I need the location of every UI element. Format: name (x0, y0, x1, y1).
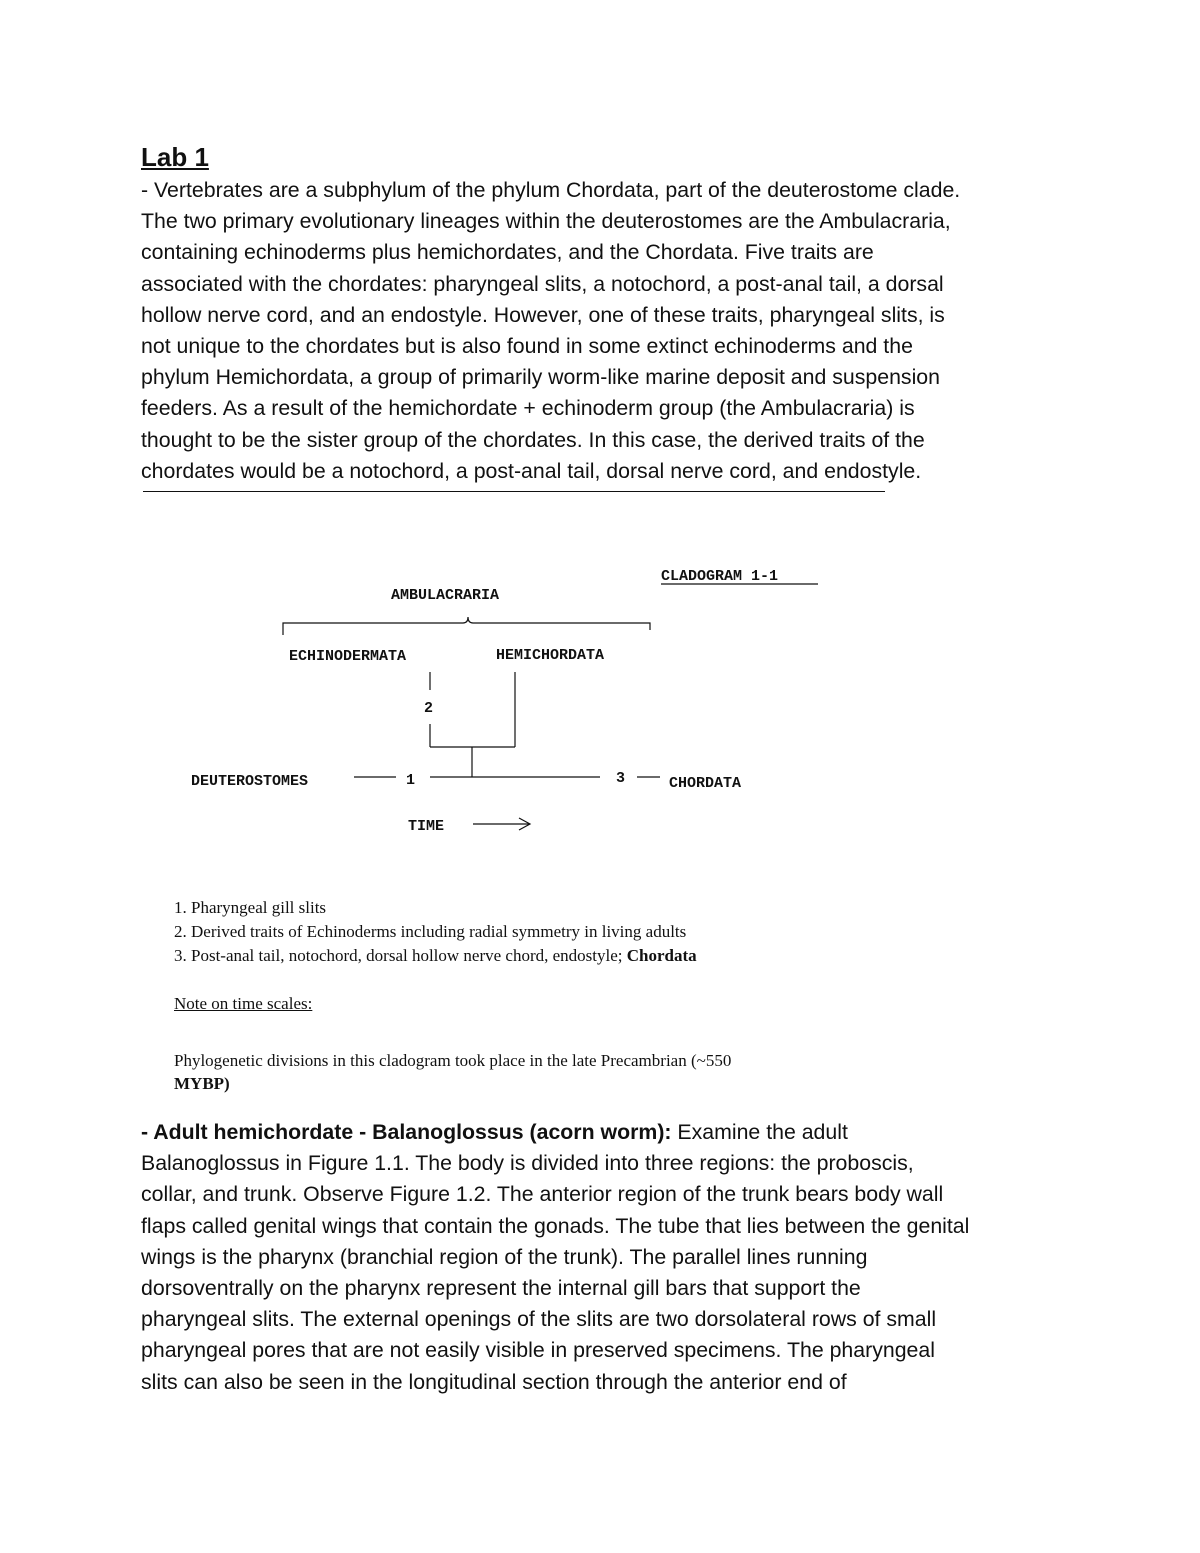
node-3-label: 3 (616, 770, 626, 787)
deuterostomes-label: DEUTEROSTOMES (191, 773, 309, 790)
key-item-3-text: 3. Post-anal tail, notochord, dorsal hollow nerve chord, endostyle; (174, 946, 627, 965)
chordata-label: CHORDATA (669, 775, 742, 792)
time-scale-note (174, 1049, 874, 1095)
time-scale-note-heading: Note on time scales: (174, 994, 313, 1013)
key-item-2: 2. Derived traits of Echinoderms including radial symmetry in living adults (174, 922, 687, 941)
key-item-3-bold: Chordata (626, 946, 697, 965)
key-item-1: 1. Pharyngeal gill slits (174, 898, 327, 917)
echinodermata-label: ECHINODERMATA (289, 648, 407, 665)
hemichordate-body: Examine the adult Balanoglossus in Figure 1.1. The body is divided into three regions: the proboscis, collar, and trunk. Observe Figure 1.2. The anterior region of the trunk bears body wall flaps called genital wings that contain the gonads. The tube that lies between the genital wings is the pharynx (branchial region of the trunk). The parallel lines running dorsoventrally on the pharynx represent the internal gill bars that support the pharyngeal slits. The external openings of the slits are two dorsolateral rows of small pharyngeal pores that are not easily visible in preserved specimens. The pharyngeal slits can also be seen in the longitudinal section through the anterior end of (141, 1120, 970, 1394)
time-scale-note-text: Phylogenetic divisions in this cladogram took place in the late Precambrian (~550 (174, 1051, 732, 1070)
hemichordate-heading: - Adult hemichordate - Balanoglossus (acorn worm): (141, 1120, 672, 1144)
hemichordata-label: HEMICHORDATA (496, 647, 605, 664)
lab-title: Lab 1 (141, 142, 209, 172)
ambulacraria-label: AMBULACRARIA (391, 587, 500, 604)
node-1-label: 1 (406, 772, 416, 789)
cladogram-heading: CLADOGRAM 1-1 (661, 568, 779, 585)
intro-paragraph: - Vertebrates are a subphylum of the phylum Chordata, part of the deuterostome clade. The two primary evolutionary lineages within the deuterostomes are the Ambulacraria, containing echinoderms plus hemichordates, and the Chordata. Five traits are associated with the chordates: pharyngeal slits, a notochord, a post-anal tail, a dorsal hollow nerve cord, and an endostyle. However, one of these traits, pharyngeal slits, is not unique to the chordates but is also found in some extinct echinoderms and the phylum Hemichordata, a group of primarily worm-like marine deposit and suspension feeders. As a result of the hemichordate + echinoderm group (the Ambulacraria) is thought to be the sister group of the chordates. In this case, the derived traits of the chordates would be a notochord, a post-anal tail, dorsal nerve cord, and endostyle. (141, 178, 961, 483)
time-scale-unit: MYBP) (174, 1074, 230, 1093)
hemichordate-paragraph (141, 1117, 1071, 1398)
key-item-3 (174, 944, 874, 968)
ambulacraria-bracket (283, 617, 650, 635)
cladogram-key (174, 896, 874, 968)
time-label: TIME (408, 818, 445, 835)
node-2-label: 2 (424, 700, 434, 717)
